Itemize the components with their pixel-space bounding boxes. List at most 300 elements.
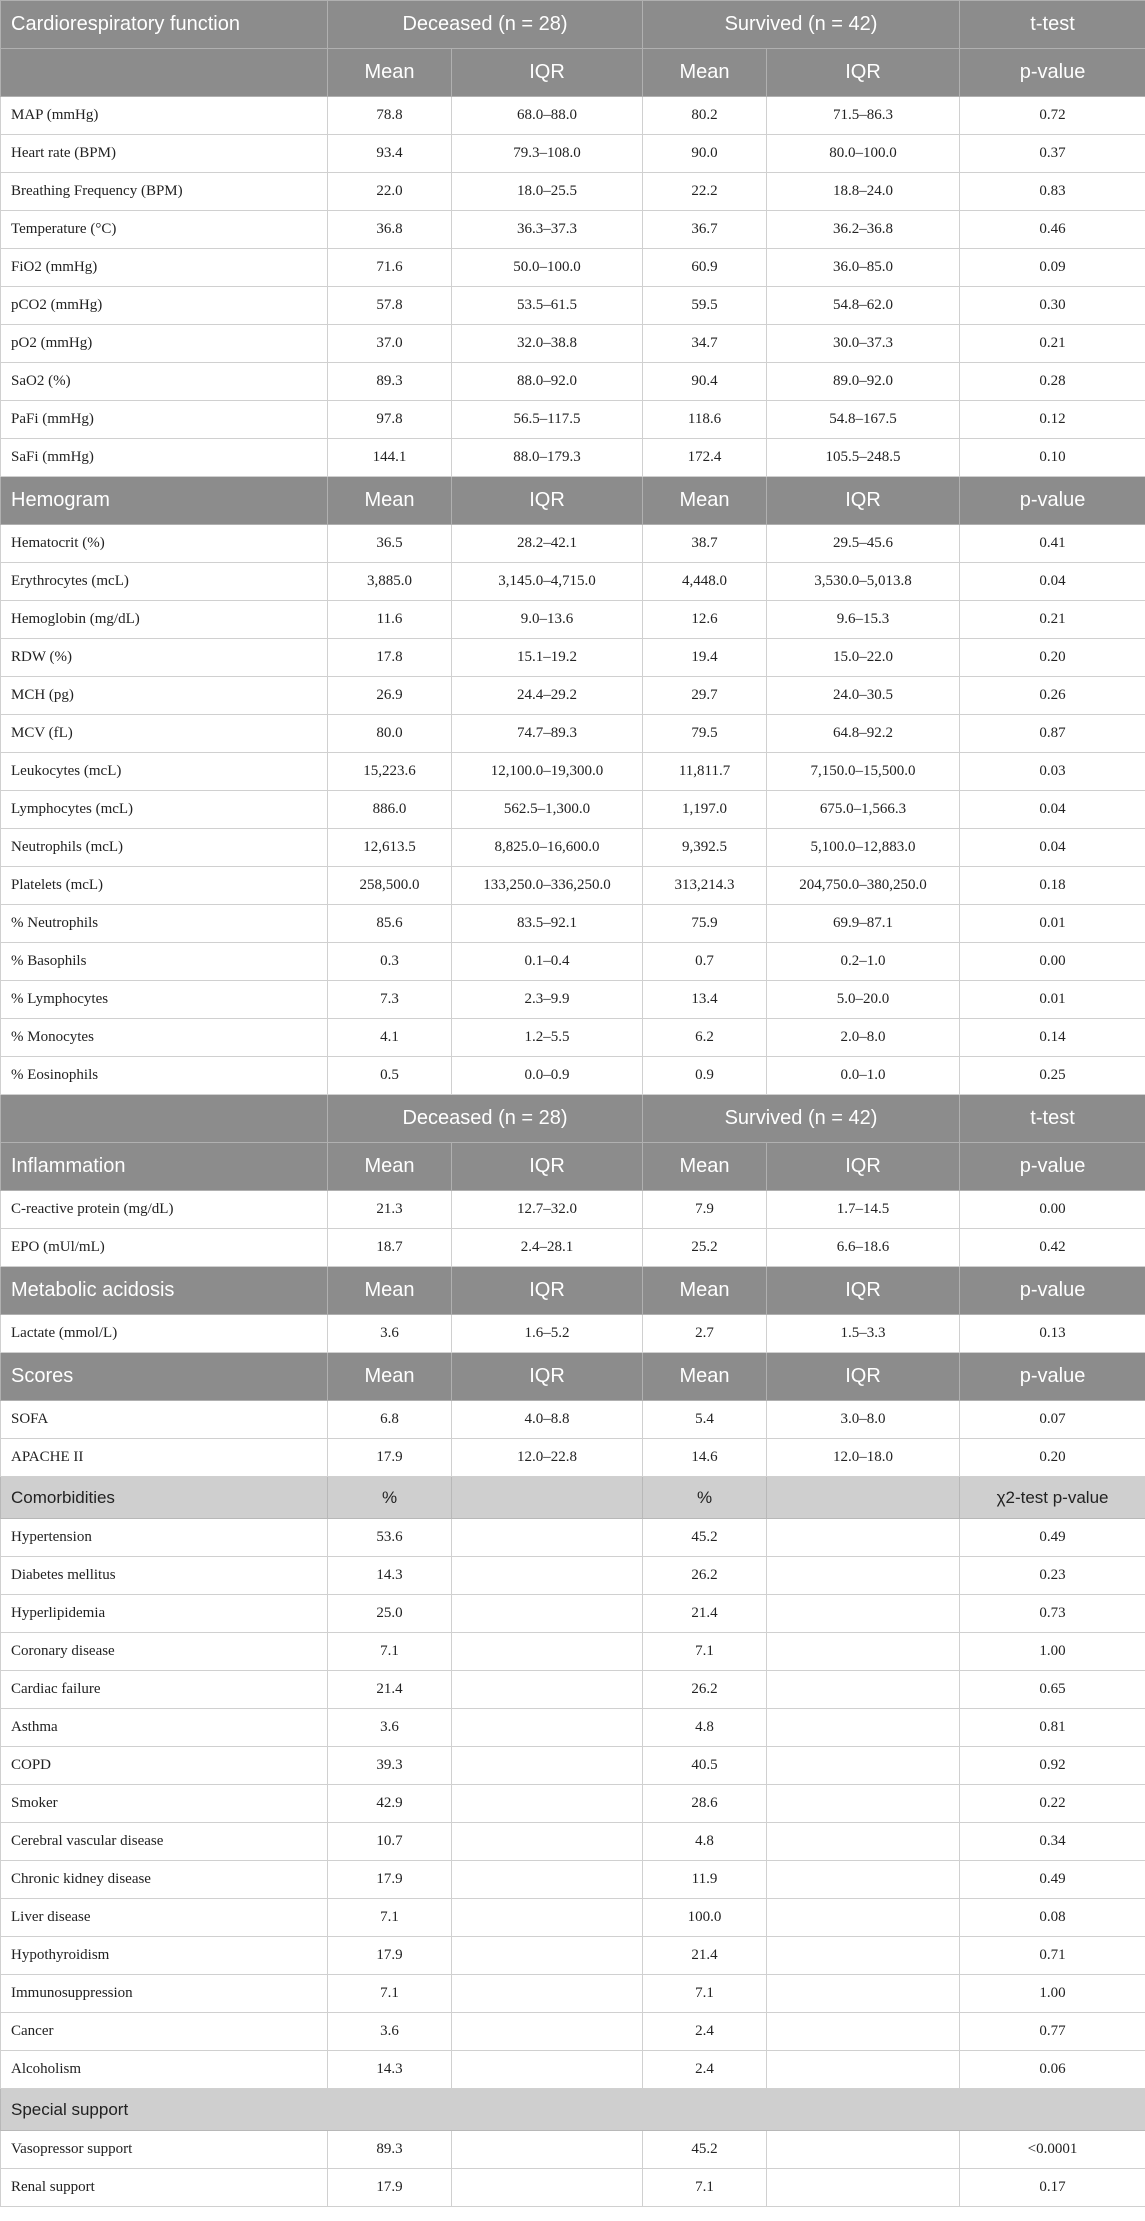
table-row [1, 2013, 1145, 2051]
survived-mean: 80.2 [643, 97, 767, 135]
deceased-iqr: 0.0–0.9 [452, 1057, 643, 1095]
p-value: 0.34 [960, 1823, 1145, 1861]
survived-iqr: 1.7–14.5 [767, 1191, 960, 1229]
survived-mean: 7.9 [643, 1191, 767, 1229]
table-row [1, 525, 1145, 563]
deceased-iqr: 8,825.0–16,600.0 [452, 829, 643, 867]
deceased-mean: 258,500.0 [328, 867, 452, 905]
section-title: Scores [1, 1353, 328, 1401]
column-header: IQR [767, 477, 960, 525]
section-banner-row [1, 2089, 1145, 2131]
survived-iqr: 12.0–18.0 [767, 1439, 960, 1477]
survived-iqr: 80.0–100.0 [767, 135, 960, 173]
deceased-iqr: 1.2–5.5 [452, 1019, 643, 1057]
table-row [1, 1747, 1145, 1785]
deceased-iqr [452, 2013, 643, 2051]
table-body [1, 1, 1145, 2207]
table-row [1, 829, 1145, 867]
p-value: 0.20 [960, 639, 1145, 677]
survived-iqr [767, 1785, 960, 1823]
survived-mean: 2.4 [643, 2051, 767, 2089]
deceased-iqr [452, 1633, 643, 1671]
deceased-mean: 71.6 [328, 249, 452, 287]
deceased-group-label: Deceased (n = 28) [328, 1, 643, 49]
column-header: Mean [328, 49, 452, 97]
deceased-mean: 17.9 [328, 1439, 452, 1477]
p-value: 0.22 [960, 1785, 1145, 1823]
survived-mean: 26.2 [643, 1671, 767, 1709]
column-header: Mean [643, 1353, 767, 1401]
survived-iqr: 5,100.0–12,883.0 [767, 829, 960, 867]
table-row [1, 867, 1145, 905]
survived-iqr: 71.5–86.3 [767, 97, 960, 135]
column-header: χ2-test p-value [960, 1477, 1145, 1519]
deceased-mean: 57.8 [328, 287, 452, 325]
variable-name: Cerebral vascular disease [1, 1823, 328, 1861]
p-value: 0.04 [960, 829, 1145, 867]
deceased-mean: 144.1 [328, 439, 452, 477]
deceased-iqr [452, 1785, 643, 1823]
column-header: Mean [643, 1267, 767, 1315]
variable-name: pO2 (mmHg) [1, 325, 328, 363]
deceased-iqr [452, 1861, 643, 1899]
p-value: 0.49 [960, 1861, 1145, 1899]
variable-name: pCO2 (mmHg) [1, 287, 328, 325]
table-row [1, 981, 1145, 1019]
table-row [1, 363, 1145, 401]
variable-name: Hypothyroidism [1, 1937, 328, 1975]
variable-name: Hemoglobin (mg/dL) [1, 601, 328, 639]
survived-iqr [767, 1519, 960, 1557]
deceased-mean: 17.8 [328, 639, 452, 677]
table-row [1, 943, 1145, 981]
variable-name: C-reactive protein (mg/dL) [1, 1191, 328, 1229]
column-header: Mean [328, 1143, 452, 1191]
survived-mean: 0.7 [643, 943, 767, 981]
survived-mean: 29.7 [643, 677, 767, 715]
survived-iqr: 24.0–30.5 [767, 677, 960, 715]
survived-iqr [767, 1861, 960, 1899]
survived-mean: 60.9 [643, 249, 767, 287]
p-value: 0.73 [960, 1595, 1145, 1633]
variable-name: Leukocytes (mcL) [1, 753, 328, 791]
deceased-iqr: 12.0–22.8 [452, 1439, 643, 1477]
deceased-iqr: 68.0–88.0 [452, 97, 643, 135]
survived-mean: 21.4 [643, 1595, 767, 1633]
survived-iqr [767, 2051, 960, 2089]
p-value: 0.10 [960, 439, 1145, 477]
variable-name: Chronic kidney disease [1, 1861, 328, 1899]
variable-name: Breathing Frequency (BPM) [1, 173, 328, 211]
variable-name: Hematocrit (%) [1, 525, 328, 563]
deceased-mean: 21.4 [328, 1671, 452, 1709]
deceased-mean: 25.0 [328, 1595, 452, 1633]
table-row [1, 401, 1145, 439]
p-value: 1.00 [960, 1633, 1145, 1671]
deceased-iqr: 15.1–19.2 [452, 639, 643, 677]
column-header [767, 1477, 960, 1519]
survived-iqr: 675.0–1,566.3 [767, 791, 960, 829]
p-value: 0.03 [960, 753, 1145, 791]
survived-iqr: 15.0–22.0 [767, 639, 960, 677]
table-row [1, 439, 1145, 477]
survived-mean: 90.0 [643, 135, 767, 173]
survived-mean: 4,448.0 [643, 563, 767, 601]
variable-name: Lymphocytes (mcL) [1, 791, 328, 829]
p-value: 0.92 [960, 1747, 1145, 1785]
survived-mean: 11,811.7 [643, 753, 767, 791]
survived-iqr: 29.5–45.6 [767, 525, 960, 563]
table-row [1, 715, 1145, 753]
deceased-mean: 3.6 [328, 1709, 452, 1747]
column-header: p-value [960, 477, 1145, 525]
survived-iqr: 105.5–248.5 [767, 439, 960, 477]
variable-name: % Monocytes [1, 1019, 328, 1057]
deceased-mean: 4.1 [328, 1019, 452, 1057]
table-row [1, 1315, 1145, 1353]
variable-name: APACHE II [1, 1439, 328, 1477]
p-value: 1.00 [960, 1975, 1145, 2013]
survived-iqr: 30.0–37.3 [767, 325, 960, 363]
p-value: 0.72 [960, 97, 1145, 135]
deceased-mean: 7.3 [328, 981, 452, 1019]
table-row [1, 249, 1145, 287]
deceased-mean: 89.3 [328, 363, 452, 401]
variable-name: Asthma [1, 1709, 328, 1747]
column-header: Mean [328, 477, 452, 525]
p-value: 0.49 [960, 1519, 1145, 1557]
survived-iqr: 0.0–1.0 [767, 1057, 960, 1095]
survived-iqr: 69.9–87.1 [767, 905, 960, 943]
variable-name: Renal support [1, 2169, 328, 2207]
deceased-mean: 14.3 [328, 1557, 452, 1595]
section-title: Special support [1, 2089, 1145, 2131]
p-value: 0.81 [960, 1709, 1145, 1747]
survived-mean: 9,392.5 [643, 829, 767, 867]
table-row [1, 1899, 1145, 1937]
table-row [1, 1557, 1145, 1595]
column-header: IQR [452, 1353, 643, 1401]
deceased-mean: 886.0 [328, 791, 452, 829]
deceased-iqr: 3,145.0–4,715.0 [452, 563, 643, 601]
p-value: 0.17 [960, 2169, 1145, 2207]
p-value: 0.14 [960, 1019, 1145, 1057]
table-row [1, 1975, 1145, 2013]
table-row [1, 1709, 1145, 1747]
survived-mean: 313,214.3 [643, 867, 767, 905]
column-header: IQR [767, 1267, 960, 1315]
survived-iqr: 2.0–8.0 [767, 1019, 960, 1057]
deceased-iqr: 9.0–13.6 [452, 601, 643, 639]
variable-name: % Neutrophils [1, 905, 328, 943]
deceased-mean: 3.6 [328, 1315, 452, 1353]
column-header: IQR [452, 1143, 643, 1191]
variable-name: % Eosinophils [1, 1057, 328, 1095]
table-row [1, 563, 1145, 601]
column-header: IQR [767, 1353, 960, 1401]
deceased-mean: 7.1 [328, 1899, 452, 1937]
survived-mean: 79.5 [643, 715, 767, 753]
table-row [1, 1057, 1145, 1095]
column-header: Mean [328, 1267, 452, 1315]
deceased-iqr [452, 1899, 643, 1937]
survived-iqr [767, 1937, 960, 1975]
table-row [1, 1823, 1145, 1861]
deceased-iqr: 32.0–38.8 [452, 325, 643, 363]
deceased-mean: 17.9 [328, 1937, 452, 1975]
deceased-mean: 7.1 [328, 1633, 452, 1671]
section-title: Hemogram [1, 477, 328, 525]
deceased-mean: 80.0 [328, 715, 452, 753]
survived-iqr [767, 1747, 960, 1785]
survived-iqr [767, 1557, 960, 1595]
deceased-mean: 10.7 [328, 1823, 452, 1861]
deceased-mean: 36.8 [328, 211, 452, 249]
survived-mean: 45.2 [643, 1519, 767, 1557]
table-row [1, 325, 1145, 363]
variable-name: Immunosuppression [1, 1975, 328, 2013]
survived-iqr [767, 1595, 960, 1633]
group-header-row [1, 1095, 1145, 1143]
variable-name: Smoker [1, 1785, 328, 1823]
p-value: 0.23 [960, 1557, 1145, 1595]
table-row [1, 1861, 1145, 1899]
deceased-mean: 21.3 [328, 1191, 452, 1229]
column-header: IQR [767, 49, 960, 97]
survived-iqr: 64.8–92.2 [767, 715, 960, 753]
deceased-iqr: 133,250.0–336,250.0 [452, 867, 643, 905]
deceased-iqr: 36.3–37.3 [452, 211, 643, 249]
variable-name: MAP (mmHg) [1, 97, 328, 135]
variable-name: COPD [1, 1747, 328, 1785]
variable-name: Lactate (mmol/L) [1, 1315, 328, 1353]
survived-mean: 7.1 [643, 2169, 767, 2207]
column-header [452, 1477, 643, 1519]
survived-mean: 38.7 [643, 525, 767, 563]
deceased-mean: 3,885.0 [328, 563, 452, 601]
section-header-row [1, 477, 1145, 525]
deceased-iqr: 0.1–0.4 [452, 943, 643, 981]
deceased-mean: 7.1 [328, 1975, 452, 2013]
survived-iqr: 5.0–20.0 [767, 981, 960, 1019]
survived-mean: 34.7 [643, 325, 767, 363]
p-value: 0.01 [960, 981, 1145, 1019]
group-header-row [1, 1, 1145, 49]
survived-iqr [767, 1709, 960, 1747]
column-header: Mean [643, 49, 767, 97]
survived-mean: 14.6 [643, 1439, 767, 1477]
deceased-iqr [452, 1823, 643, 1861]
variable-name: Platelets (mcL) [1, 867, 328, 905]
p-value: 0.21 [960, 325, 1145, 363]
deceased-mean: 97.8 [328, 401, 452, 439]
deceased-group-label: Deceased (n = 28) [328, 1095, 643, 1143]
deceased-mean: 18.7 [328, 1229, 452, 1267]
deceased-iqr: 83.5–92.1 [452, 905, 643, 943]
table-row [1, 1229, 1145, 1267]
survived-mean: 22.2 [643, 173, 767, 211]
deceased-iqr: 562.5–1,300.0 [452, 791, 643, 829]
p-value: 0.04 [960, 791, 1145, 829]
deceased-mean: 6.8 [328, 1401, 452, 1439]
survived-iqr: 1.5–3.3 [767, 1315, 960, 1353]
p-value: 0.21 [960, 601, 1145, 639]
table-row [1, 173, 1145, 211]
deceased-iqr: 56.5–117.5 [452, 401, 643, 439]
table-row [1, 2051, 1145, 2089]
p-value: 0.00 [960, 943, 1145, 981]
variable-name: SaO2 (%) [1, 363, 328, 401]
table-row [1, 2169, 1145, 2207]
p-value: 0.46 [960, 211, 1145, 249]
deceased-iqr [452, 2051, 643, 2089]
variable-name: SOFA [1, 1401, 328, 1439]
deceased-mean: 17.9 [328, 1861, 452, 1899]
deceased-iqr: 4.0–8.8 [452, 1401, 643, 1439]
deceased-mean: 0.5 [328, 1057, 452, 1095]
survived-iqr [767, 2131, 960, 2169]
survived-mean: 1,197.0 [643, 791, 767, 829]
section-header-row [1, 1477, 1145, 1519]
column-header: p-value [960, 1143, 1145, 1191]
survived-mean: 75.9 [643, 905, 767, 943]
table-row [1, 1401, 1145, 1439]
deceased-mean: 85.6 [328, 905, 452, 943]
survived-iqr: 6.6–18.6 [767, 1229, 960, 1267]
table-row [1, 1937, 1145, 1975]
deceased-mean: 14.3 [328, 2051, 452, 2089]
p-value: 0.00 [960, 1191, 1145, 1229]
deceased-iqr: 12,100.0–19,300.0 [452, 753, 643, 791]
survived-mean: 118.6 [643, 401, 767, 439]
survived-iqr: 54.8–167.5 [767, 401, 960, 439]
deceased-iqr [452, 1519, 643, 1557]
survived-group-label: Survived (n = 42) [643, 1095, 960, 1143]
deceased-iqr [452, 1595, 643, 1633]
survived-mean: 4.8 [643, 1823, 767, 1861]
variable-name: Liver disease [1, 1899, 328, 1937]
deceased-mean: 15,223.6 [328, 753, 452, 791]
variable-name: % Basophils [1, 943, 328, 981]
survived-mean: 26.2 [643, 1557, 767, 1595]
survived-iqr [767, 1823, 960, 1861]
p-value: 0.83 [960, 173, 1145, 211]
column-header: IQR [452, 49, 643, 97]
column-header: p-value [960, 1267, 1145, 1315]
variable-name: Hypertension [1, 1519, 328, 1557]
table-row [1, 639, 1145, 677]
p-value: 0.25 [960, 1057, 1145, 1095]
survived-mean: 7.1 [643, 1633, 767, 1671]
variable-name: % Lymphocytes [1, 981, 328, 1019]
deceased-iqr [452, 1709, 643, 1747]
p-value: 0.42 [960, 1229, 1145, 1267]
survived-iqr: 204,750.0–380,250.0 [767, 867, 960, 905]
deceased-iqr: 18.0–25.5 [452, 173, 643, 211]
column-header: % [328, 1477, 452, 1519]
survived-iqr [767, 1975, 960, 2013]
p-value: 0.37 [960, 135, 1145, 173]
deceased-iqr: 2.3–9.9 [452, 981, 643, 1019]
survived-mean: 100.0 [643, 1899, 767, 1937]
survived-mean: 7.1 [643, 1975, 767, 2013]
variable-name: Coronary disease [1, 1633, 328, 1671]
table-row [1, 211, 1145, 249]
deceased-mean: 11.6 [328, 601, 452, 639]
deceased-iqr: 12.7–32.0 [452, 1191, 643, 1229]
survived-mean: 19.4 [643, 639, 767, 677]
variable-name: Erythrocytes (mcL) [1, 563, 328, 601]
test-label: t-test [960, 1095, 1145, 1143]
section-header-row [1, 1267, 1145, 1315]
table-row [1, 135, 1145, 173]
survived-mean: 12.6 [643, 601, 767, 639]
variable-name: Diabetes mellitus [1, 1557, 328, 1595]
column-header: p-value [960, 49, 1145, 97]
p-value: 0.77 [960, 2013, 1145, 2051]
p-value: 0.07 [960, 1401, 1145, 1439]
column-header: p-value [960, 1353, 1145, 1401]
deceased-iqr: 28.2–42.1 [452, 525, 643, 563]
deceased-iqr [452, 1975, 643, 2013]
p-value: 0.87 [960, 715, 1145, 753]
survived-iqr: 0.2–1.0 [767, 943, 960, 981]
deceased-mean: 42.9 [328, 1785, 452, 1823]
deceased-iqr [452, 1937, 643, 1975]
p-value: 0.41 [960, 525, 1145, 563]
variable-name: RDW (%) [1, 639, 328, 677]
survived-iqr: 36.0–85.0 [767, 249, 960, 287]
deceased-iqr: 74.7–89.3 [452, 715, 643, 753]
deceased-mean: 26.9 [328, 677, 452, 715]
variable-name: Alcoholism [1, 2051, 328, 2089]
variable-name: MCH (pg) [1, 677, 328, 715]
section-title: Metabolic acidosis [1, 1267, 328, 1315]
survived-iqr [767, 1899, 960, 1937]
survived-iqr: 18.8–24.0 [767, 173, 960, 211]
column-header: Mean [643, 477, 767, 525]
survived-mean: 2.4 [643, 2013, 767, 2051]
survived-mean: 40.5 [643, 1747, 767, 1785]
survived-iqr: 7,150.0–15,500.0 [767, 753, 960, 791]
test-label: t-test [960, 1, 1145, 49]
variable-name: MCV (fL) [1, 715, 328, 753]
deceased-iqr: 53.5–61.5 [452, 287, 643, 325]
deceased-iqr [452, 1557, 643, 1595]
p-value: 0.09 [960, 249, 1145, 287]
table-row [1, 1785, 1145, 1823]
table-row [1, 1671, 1145, 1709]
variable-name: Neutrophils (mcL) [1, 829, 328, 867]
survived-iqr: 9.6–15.3 [767, 601, 960, 639]
section-header-row [1, 1353, 1145, 1401]
survived-iqr: 3.0–8.0 [767, 1401, 960, 1439]
p-value: 0.28 [960, 363, 1145, 401]
table-row [1, 1019, 1145, 1057]
variable-name: Vasopressor support [1, 2131, 328, 2169]
p-value: 0.71 [960, 1937, 1145, 1975]
survived-mean: 90.4 [643, 363, 767, 401]
deceased-iqr: 50.0–100.0 [452, 249, 643, 287]
survived-iqr: 36.2–36.8 [767, 211, 960, 249]
survived-mean: 28.6 [643, 1785, 767, 1823]
survived-iqr [767, 2169, 960, 2207]
p-value: 0.18 [960, 867, 1145, 905]
survived-mean: 5.4 [643, 1401, 767, 1439]
survived-iqr [767, 2013, 960, 2051]
deceased-iqr: 88.0–92.0 [452, 363, 643, 401]
section-title: Comorbidities [1, 1477, 328, 1519]
